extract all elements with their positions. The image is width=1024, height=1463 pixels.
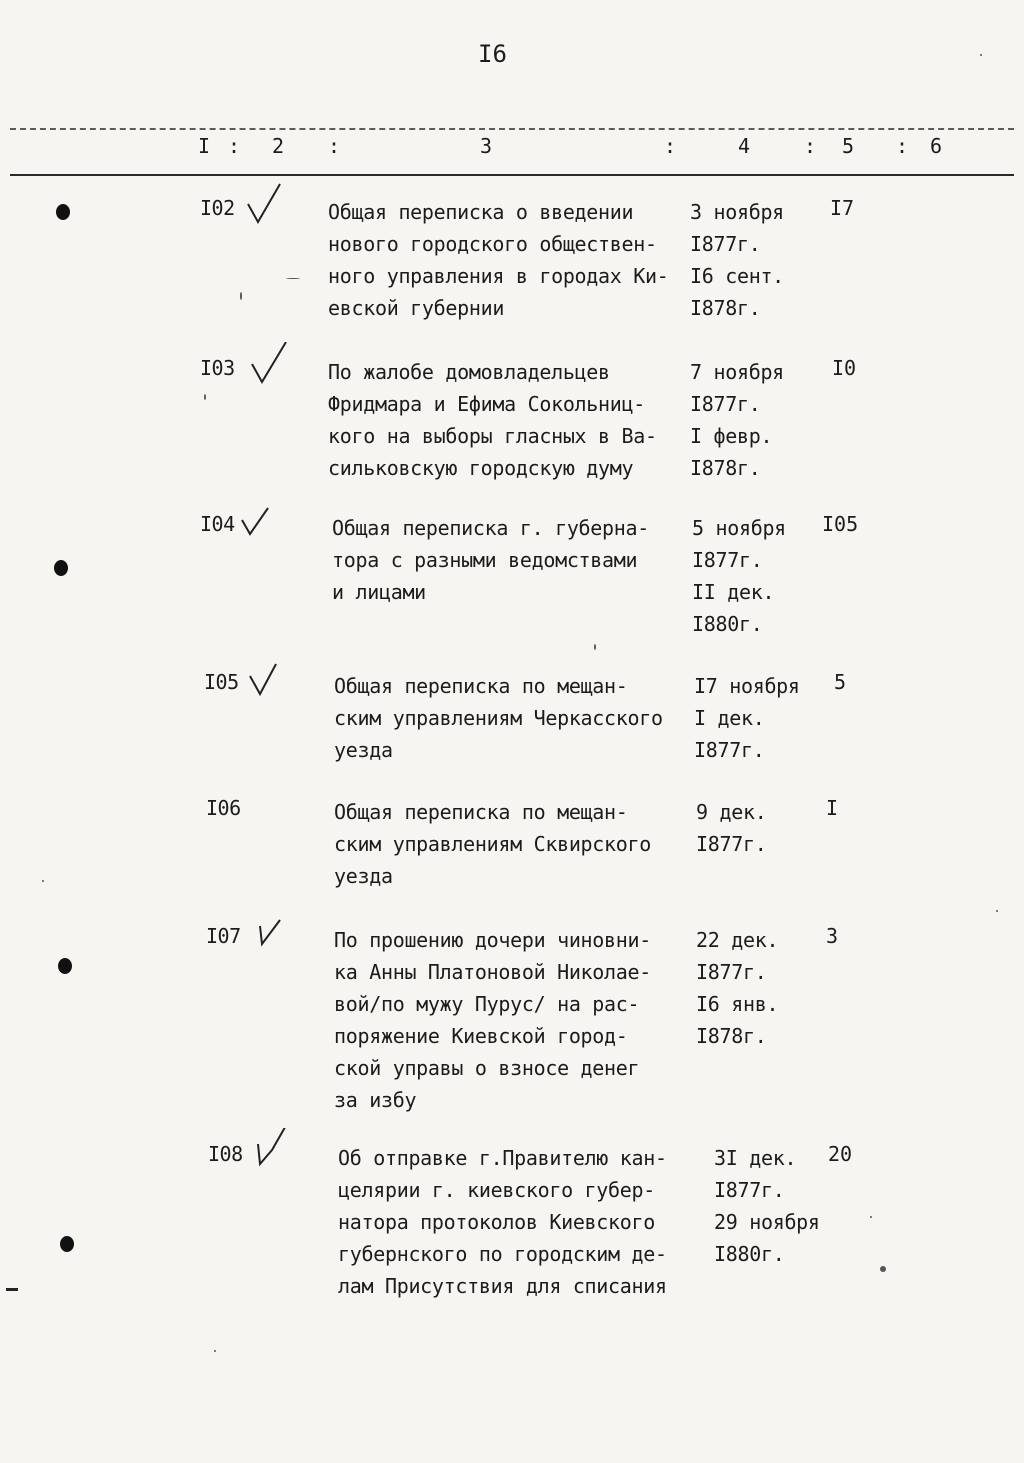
entry-sheets: I <box>826 796 839 820</box>
entry-number: I03 <box>200 356 235 380</box>
scan-speck <box>240 292 242 300</box>
punch-hole <box>58 958 72 974</box>
checkmark-icon <box>248 342 288 390</box>
column-header-1: I <box>198 134 211 158</box>
entry-dates: I7 ноября I дек. I877г. <box>694 674 800 762</box>
margin-mark <box>6 1288 18 1291</box>
entry-dates: 5 ноября I877г. II дек. I880г. <box>692 516 786 636</box>
column-separator: : <box>228 134 241 158</box>
entry-title: Об отправке г.Правителю кан- целярии г. киевского губер- натора протоколов Киевского губернского по городским де- лам Присутствия для списания <box>338 1146 667 1298</box>
entry-sheets: 20 <box>828 1142 853 1166</box>
entry-title: Общая переписка по мещан- ским управлениям Сквирского уезда <box>334 800 652 888</box>
column-separator: : <box>664 134 677 158</box>
scan-speck <box>996 910 998 912</box>
entry-title: Общая переписка г. губерна- тора с разными ведомствами и лицами <box>332 516 650 604</box>
checkmark-icon <box>252 910 292 958</box>
entry-sheets: I05 <box>822 512 859 536</box>
checkmark-icon <box>246 656 286 704</box>
entry-number: I06 <box>206 796 241 820</box>
entry-sheets: 3 <box>826 924 839 948</box>
column-header-3: 3 <box>480 134 493 158</box>
punch-hole <box>56 204 70 220</box>
entry-dates: 22 дек. I877г. I6 янв. I878г. <box>696 928 779 1048</box>
entry-sheets: I0 <box>832 356 857 380</box>
header-top-rule <box>10 128 1014 130</box>
entry-sheets: I7 <box>830 196 855 220</box>
entry-number: I05 <box>204 670 239 694</box>
entry-number: I07 <box>206 924 241 948</box>
entry-title: По жалобе домовладельцев Фридмара и Ефима Сокольниц- кого на выборы гласных в Ва- сильковскую городскую думу <box>328 360 657 480</box>
entry-dates: 3 ноября I877г. I6 сент. I878г. <box>690 200 784 320</box>
checkmark-icon <box>244 182 284 230</box>
entry-dates: 7 ноября I877г. I февр. I878г. <box>690 360 784 480</box>
checkmark-icon <box>252 1128 292 1176</box>
punch-hole <box>54 560 68 576</box>
scan-speck <box>880 1266 886 1272</box>
entry-dates: 3I дек. I877г. 29 ноября I880г. <box>714 1146 820 1266</box>
checkmark-icon <box>238 498 278 546</box>
column-separator: : <box>896 134 909 158</box>
header-bottom-rule <box>10 174 1014 176</box>
entry-number: I08 <box>208 1142 243 1166</box>
scan-speck <box>594 644 596 650</box>
entry-number: I04 <box>200 512 235 536</box>
column-header-6: 6 <box>930 134 943 158</box>
scan-speck <box>42 880 44 882</box>
scan-speck <box>286 278 300 279</box>
page-number: I6 <box>478 40 507 68</box>
column-header-5: 5 <box>842 134 855 158</box>
column-header-2: 2 <box>272 134 285 158</box>
scan-speck <box>870 1216 872 1218</box>
punch-hole <box>60 1236 74 1252</box>
entry-number: I02 <box>200 196 235 220</box>
column-separator: : <box>804 134 817 158</box>
column-header-4: 4 <box>738 134 751 158</box>
scan-speck <box>204 394 206 400</box>
column-separator: : <box>328 134 341 158</box>
scan-speck <box>980 54 982 56</box>
entry-dates: 9 дек. I877г. <box>696 800 767 856</box>
entry-title: Общая переписка о введении нового городского обществен- ного управления в городах Ки- евской губернии <box>328 200 669 320</box>
entry-title: Общая переписка по мещан- ским управлениям Черкасского уезда <box>334 674 663 762</box>
scan-speck <box>214 1350 216 1352</box>
entry-sheets: 5 <box>834 670 847 694</box>
entry-title: По прошению дочери чиновни- ка Анны Платоновой Николае- вой/по мужу Пурус/ на рас- поряжение Киевской город- ской управы о взносе денег за избу <box>334 928 652 1112</box>
